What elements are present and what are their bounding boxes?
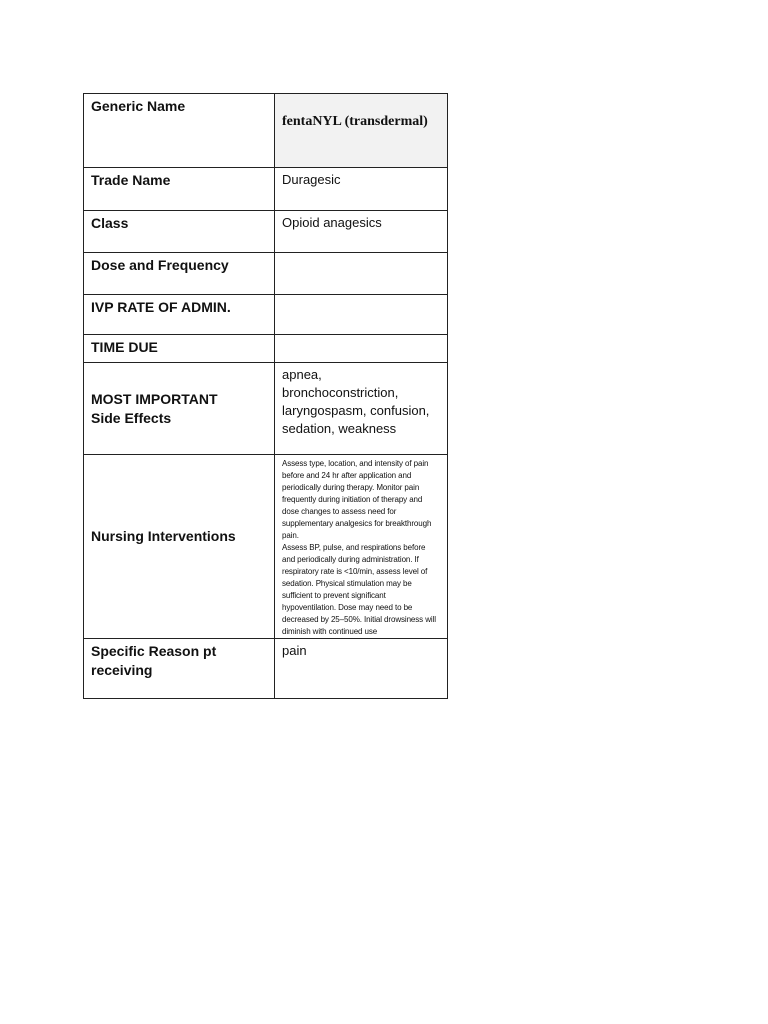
generic-name-row	[84, 94, 448, 168]
drug-card-table	[83, 93, 448, 699]
time-due-row	[84, 335, 448, 363]
side-effects-label-line2: Side Effects	[91, 409, 172, 426]
time-due-label: TIME DUE	[84, 335, 275, 363]
specific-reason-label: Specific Reason pt receiving	[84, 639, 275, 699]
nursing-interventions-value	[275, 455, 448, 639]
class-row	[84, 211, 448, 253]
side-effects-value: apnea, bronchoconstriction, laryngospasm, confusion, sedation, weakness	[275, 363, 448, 455]
specific-reason-row	[84, 639, 448, 699]
nursing-interventions-para-1: Assess type, location, and intensity of pain before and 24 hr after application and periodically during therapy. Monitor pain frequently during initiation of therapy and dose changes to assess need for supplementary analgesics for breakthrough pain.	[282, 459, 432, 540]
class-label: Class	[84, 211, 275, 253]
trade-name-row	[84, 168, 448, 211]
nursing-interventions-row	[84, 455, 448, 639]
nursing-interventions-text	[282, 458, 440, 638]
dose-frequency-label: Dose and Frequency	[84, 253, 275, 295]
class-value: Opioid anagesics	[275, 211, 448, 253]
ivp-rate-value	[275, 295, 448, 335]
nursing-interventions-label: Nursing Interventions	[84, 455, 275, 639]
side-effects-row	[84, 363, 448, 455]
trade-name-value: Duragesic	[275, 168, 448, 211]
time-due-value	[275, 335, 448, 363]
generic-name-value: fentaNYL (transdermal)	[282, 114, 428, 129]
trade-name-label: Trade Name	[84, 168, 275, 211]
side-effects-label-line1: MOST IMPORTANT	[91, 390, 218, 407]
generic-name-label: Generic Name	[84, 94, 275, 168]
ivp-rate-row	[84, 295, 448, 335]
generic-name-value-cell	[275, 94, 448, 168]
ivp-rate-label: IVP RATE OF ADMIN.	[84, 295, 275, 335]
side-effects-label	[84, 363, 275, 455]
specific-reason-value: pain	[275, 639, 448, 699]
dose-frequency-row	[84, 253, 448, 295]
dose-frequency-value	[275, 253, 448, 295]
nursing-interventions-para-2: Assess BP, pulse, and respirations before and periodically during administration. If respiratory rate is <10/min, assess level of sedation. Physical stimulation may be sufficient to prevent significant hypoventilation. Dose may need to be decreased by 25–50%. Initial drowsiness will diminish with continued use	[282, 543, 436, 636]
